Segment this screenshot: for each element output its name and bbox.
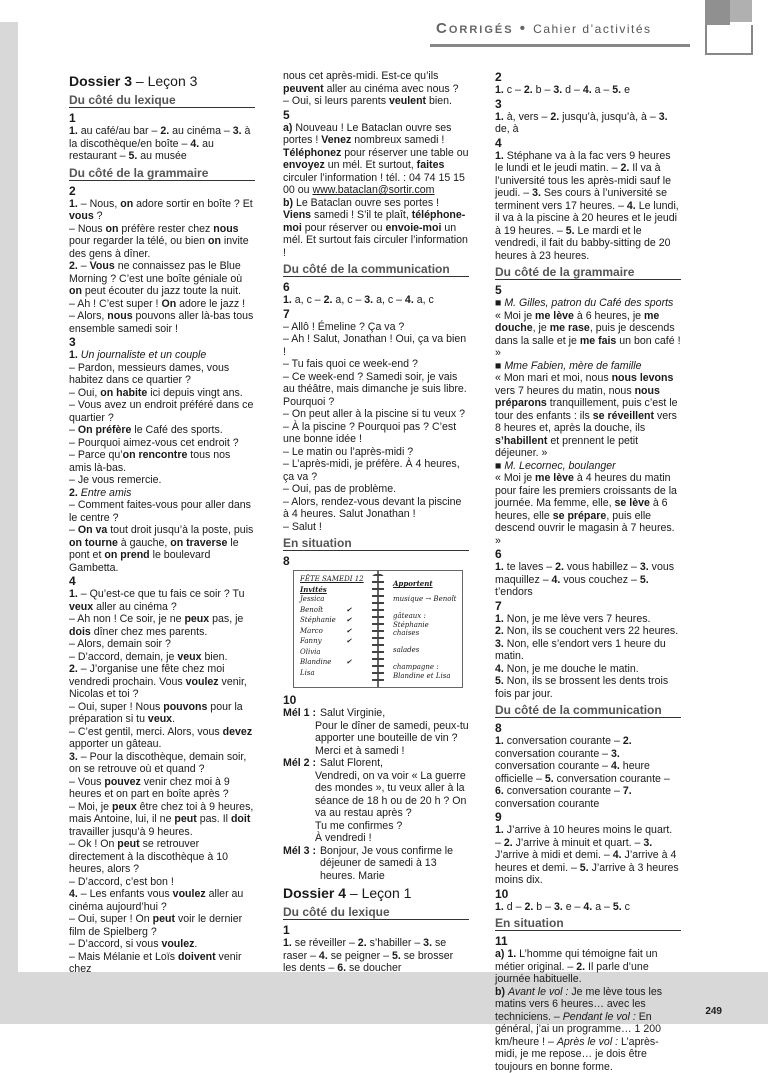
answer-text: 4. Non, je me douche le matin. <box>495 663 681 676</box>
email-first-line <box>283 845 469 883</box>
email-text: Pour le dîner de samedi, peux-tu apporter une bouteille de vin ? <box>283 720 469 745</box>
dossier-number: Dossier 4 <box>283 885 346 901</box>
section-heading: En situation <box>283 536 469 551</box>
bring-item: salades <box>393 646 461 655</box>
exercise-number: 7 <box>283 308 469 321</box>
answer-text: « Moi je me lève à 6 heures, je me douche, je me rase, puis je descends dans la salle et je me fais un bon café ! » <box>495 310 681 360</box>
answer-text: 2. Entre amis <box>69 487 255 500</box>
answer-text: – Oui, super ! On peut voir le dernier film de Spielberg ? <box>69 913 255 938</box>
exercise-number: 4 <box>495 137 681 150</box>
exercise-number: 5 <box>495 284 681 297</box>
guest-name: Jessica <box>300 595 324 604</box>
guest-name: Stéphanie <box>300 616 336 625</box>
answer-text: – Alors, demain soir ? <box>69 638 255 651</box>
email-text: Vendredi, on va voir « La guerre des mondes », tu veux aller à la séance de 18 h ou de 20 h ? On va au restau après ? <box>283 770 469 820</box>
answer-text: – Allô ! Émeline ? Ça va ? <box>283 321 469 334</box>
notebook-title: FÊTE SAMEDI 12 <box>300 575 364 584</box>
answer-text: – Alors, rendez-vous devant la piscine à 4 heures. Salut Jonathan ! <box>283 496 469 521</box>
answer-text: 1. se réveiller – 2. s’habiller – 3. se raser – 4. se peigner – 5. se brosser les dents – 6. se doucher <box>283 937 469 975</box>
answer-text: – Oui, super ! Nous pouvons pour la préparation si tu veux. <box>69 701 255 726</box>
answer-text: – Vous avez un endroit préféré dans ce quartier ? <box>69 399 255 424</box>
email-first-line <box>283 757 469 770</box>
exercise-number: 8 <box>283 555 469 568</box>
answer-text: 5. Non, ils se brossent les dents trois fois par jour. <box>495 675 681 700</box>
answer-text: – Oui, si leurs parents veulent bien. <box>283 95 469 108</box>
answer-text: – Vous pouvez venir chez moi à 9 heures et on part en boîte après ? <box>69 776 255 801</box>
email-text: Merci et à samedi ! <box>283 745 469 758</box>
answer-text: – À la piscine ? Pourquoi pas ? C’est une bonne idée ! <box>283 421 469 446</box>
answer-text: – Ah non ! Ce soir, je ne peux pas, je dois dîner chez mes parents. <box>69 613 255 638</box>
guests-heading: Invités <box>300 585 327 594</box>
answer-text: 1. Un journaliste et un couple <box>69 349 255 362</box>
notebook-page-right <box>378 570 463 688</box>
answer-text: – Comment faites-vous pour aller dans le centre ? <box>69 499 255 524</box>
column-left <box>69 70 255 976</box>
answer-text: – On préfère le Café des sports. <box>69 424 255 437</box>
answer-text: 1. au café/au bar – 2. au cinéma – 3. à la discothèque/en boîte – 4. au restaurant – 5. au musée <box>69 125 255 163</box>
email-text: Tu me confirmes ? <box>283 820 469 833</box>
email-answer <box>283 757 469 845</box>
answer-text: 1. Non, je me lève vers 7 heures. <box>495 613 681 626</box>
answer-text: b) Le Bataclan ouvre ses portes ! Viens samedi ! S’il te plaît, téléphone-moi pour réserver ou envoie-moi un mél. Et surtout fais circuler l’information ! <box>283 197 469 260</box>
section-heading: En situation <box>495 916 681 931</box>
answer-text: 1. conversation courante – 2. conversation courante – 3. conversation courante – 4. heure officielle – 5. conversation courante – 6. conversation courante – 7. conversation courante <box>495 735 681 810</box>
email-answer <box>283 845 469 883</box>
guest-check: ✔ <box>346 616 352 625</box>
section-heading: Du côté du lexique <box>69 93 255 108</box>
answer-text: ■ M. Gilles, patron du Café des sports <box>495 297 681 310</box>
answer-text: 1. J’arrive à 10 heures moins le quart. – 2. J’arrive à minuit et quart. – 3. J’arrive à midi et demi. – 4. J’arrive à 4 heures et demi. – 5. J’arrive à 3 heures moins dix. <box>495 824 681 887</box>
guest-check: ✔ <box>346 627 352 636</box>
exercise-number: 3 <box>495 98 681 111</box>
notebook-spiral <box>372 574 384 684</box>
email-first-line <box>283 707 469 720</box>
answer-text: 1. – Qu’est-ce que tu fais ce soir ? Tu veux aller au cinéma ? <box>69 588 255 613</box>
answer-text: ■ Mme Fabien, mère de famille <box>495 360 681 373</box>
side-band <box>0 22 18 972</box>
header-decor-square <box>730 0 752 22</box>
header-separator: • <box>514 20 534 37</box>
header-title-text: Corrigés <box>436 20 514 37</box>
header-decor-frame <box>705 25 753 55</box>
email-answer <box>283 707 469 757</box>
bring-item: chaises <box>393 629 461 638</box>
exercise-number: 2 <box>495 71 681 84</box>
answer-text: – Pardon, messieurs dames, vous habitez dans ce quartier ? <box>69 362 255 387</box>
page-header <box>0 0 768 50</box>
answer-text: a) 1. L’homme qui témoigne fait un métier original. – 2. Il parle d’une journée habituelle. <box>495 948 681 986</box>
bring-item: champagne : Blandine et Lisa <box>393 663 461 681</box>
answer-text: – D’accord, c’est bon ! <box>69 876 255 889</box>
email-text: À vendredi ! <box>283 832 469 845</box>
section-heading: Du côté de la grammaire <box>495 265 681 280</box>
bring-item: gâteaux : Stéphanie <box>393 612 461 630</box>
answer-text: – Salut ! <box>283 521 469 534</box>
guest-check: ✔ <box>346 658 352 667</box>
answer-text: – Ah ! Salut, Jonathan ! Oui, ça va bien ! <box>283 333 469 358</box>
exercise-number: 9 <box>495 811 681 824</box>
answer-text: 1. Stéphane va à la fac vers 9 heures le lundi et le jeudi matin. – 2. Il va à l’université tous les après-midi sauf le jeudi. – 3. Ses cours à l’université se terminent vers 17 heures. – 4. Le lundi, il va à la piscine à 20 heures et le jeudi à 19 heures. – 5. Le mardi et le vendredi, il fait du babby-sitting de 20 heures à 23 heures. <box>495 150 681 263</box>
header-subtitle: Cahier d’activités <box>533 22 651 36</box>
answer-text: 2. Non, ils se couchent vers 22 heures. <box>495 625 681 638</box>
email-label: Mél 1 : <box>283 707 316 720</box>
answer-text: nous cet après-midi. Est-ce qu’ils peuvent aller au cinéma avec nous ? <box>283 70 469 95</box>
answer-text: – Ce week-end ? Samedi soir, je vais au théâtre, mais dimanche je suis libre. Pourquoi ? <box>283 371 469 409</box>
guest-check: ✔ <box>346 637 352 646</box>
answer-text: – L’après-midi, je préfère. À 4 heures, ça va ? <box>283 458 469 483</box>
answer-text: – On va tout droit jusqu’à la poste, puis on tourne à gauche, on traverse le pont et on prend le boulevard Gambetta. <box>69 524 255 574</box>
exercise-number: 6 <box>495 548 681 561</box>
header-decor-square <box>705 0 730 25</box>
answer-text: – Oui, pas de problème. <box>283 483 469 496</box>
exercise-number: 10 <box>495 888 681 901</box>
answer-text: a) Nouveau ! Le Bataclan ouvre ses portes ! Venez nombreux samedi ! Téléphonez pour réserver une table ou envoyez un mél. Et surtout, faites circuler l’information ! tél. : 04 74 15 15 00 ou www.bataclan@sortir.com <box>283 122 469 197</box>
section-heading: Du côté de la communication <box>283 262 469 277</box>
email-label: Mél 2 : <box>283 757 316 770</box>
answer-text: – Mais Mélanie et Loïs doivent venir chez <box>69 951 255 976</box>
answer-text: – Moi, je peux être chez toi à 9 heures, mais Antoine, lui, il ne peut pas. Il doit travailler jusqu’à 9 heures. <box>69 801 255 839</box>
email-text: Salut Florent, <box>320 757 383 770</box>
answer-text: 3. – Pour la discothèque, demain soir, on se retrouve où et quand ? <box>69 751 255 776</box>
header-title <box>436 20 652 37</box>
bring-item: musique → Benoît <box>393 595 461 604</box>
guest-name: Fanny <box>300 637 322 646</box>
answer-text: – Parce qu’on rencontre tous nos amis là-bas. <box>69 449 255 474</box>
answer-text: 4. – Les enfants vous voulez aller au cinéma aujourd’hui ? <box>69 888 255 913</box>
section-heading: Du côté du lexique <box>283 905 469 920</box>
guest-name: Olivia <box>300 648 321 657</box>
header-rule <box>430 44 690 47</box>
exercise-number: 5 <box>283 109 469 122</box>
exercise-number: 8 <box>495 722 681 735</box>
answer-text: – D’accord, si vous voulez. <box>69 938 255 951</box>
exercise-number: 1 <box>69 112 255 125</box>
answer-text: – Tu fais quoi ce week-end ? <box>283 358 469 371</box>
answer-text: 1. à, vers – 2. jusqu’à, jusqu’à, à – 3. de, à <box>495 111 681 136</box>
exercise-number: 10 <box>283 694 469 707</box>
answer-text: – Nous on préfère rester chez nous pour regarder la télé, ou bien on invite des gens à dîner. <box>69 223 255 261</box>
notebook-page-left <box>293 570 378 688</box>
answer-text: 1. d – 2. b – 3. e – 4. a – 5. c <box>495 901 681 914</box>
lesson-number: – Leçon 3 <box>132 73 197 89</box>
answer-text: 1. c – 2. b – 3. d – 4. a – 5. e <box>495 84 681 97</box>
guest-check: ✔ <box>346 606 352 615</box>
answer-text: – Je vous remercie. <box>69 474 255 487</box>
answer-text: 2. – Vous ne connaissez pas le Blue Morning ? C’est une boîte géniale où on peut écouter du jazz toute la nuit. <box>69 260 255 298</box>
guest-name: Benoît <box>300 606 323 615</box>
guest-name: Blandine <box>300 658 331 667</box>
answer-text: « Mon mari et moi, nous nous levons vers 7 heures du matin, nous nous préparons tranquillement, puis c’est le tour des enfants : ils se réveillent vers 8 heures et, après la douche, ils s’habillent et prennent le petit déjeuner. » <box>495 372 681 460</box>
section-heading: Du côté de la grammaire <box>69 166 255 181</box>
answer-text: – Le matin ou l’après-midi ? <box>283 446 469 459</box>
answer-text: – Oui, on habite ici depuis vingt ans. <box>69 387 255 400</box>
answer-text: b) Avant le vol : Je me lève tous les matins vers 6 heures… avec les techniciens. – Pendant le vol : En général, j’ai un programme… 1 200 km/heure ! – Après le vol : L’après-midi, je me repose… je dois être toujours en bonne forme. <box>495 986 681 1073</box>
guest-name: Lisa <box>300 669 315 678</box>
guest-name: Marco <box>300 627 323 636</box>
answer-text: ■ M. Lecornec, boulanger <box>495 460 681 473</box>
answer-text: – D’accord, demain, je veux bien. <box>69 651 255 664</box>
answer-text: – Ok ! On peut se retrouver directement à la discothèque à 10 heures, alors ? <box>69 838 255 876</box>
answer-text: – On peut aller à la piscine si tu veux ? <box>283 408 469 421</box>
exercise-number: 6 <box>283 281 469 294</box>
answer-text: « Moi je me lève à 4 heures du matin pour faire les premiers croissants de la journée. Ma femme, elle, se lève à 6 heures, elle se prépare, puis elle descend ouvrir le magasin à 7 heures. » <box>495 472 681 547</box>
exercise-number: 3 <box>69 336 255 349</box>
column-middle <box>283 70 469 975</box>
exercise-number: 11 <box>495 935 681 948</box>
dossier-title <box>69 72 255 90</box>
page-number: 249 <box>705 1006 722 1017</box>
answer-text: 1. te laves – 2. vous habillez – 3. vous maquillez – 4. vous couchez – 5. t’endors <box>495 561 681 599</box>
answer-text: 3. Non, elle s’endort vers 1 heure du matin. <box>495 638 681 663</box>
answer-text: – Alors, nous pouvons aller là-bas tous ensemble samedi soir ! <box>69 310 255 335</box>
exercise-number: 2 <box>69 185 255 198</box>
exercise-number: 4 <box>69 575 255 588</box>
answer-text: 2. – J’organise une fête chez moi vendredi prochain. Vous voulez venir, Nicolas et toi ? <box>69 663 255 701</box>
answer-text: 1. – Nous, on adore sortir en boîte ? Et vous ? <box>69 198 255 223</box>
answer-text: – Ah ! C’est super ! On adore le jazz ! <box>69 298 255 311</box>
exercise-number: 7 <box>495 600 681 613</box>
dossier-title <box>283 884 469 902</box>
lesson-number: – Leçon 1 <box>346 885 411 901</box>
dossier-number: Dossier 3 <box>69 73 132 89</box>
exercise-number: 1 <box>283 924 469 937</box>
bring-heading: Apportent <box>393 579 433 588</box>
answer-text: – C’est gentil, merci. Alors, vous devez apporter un gâteau. <box>69 726 255 751</box>
situation-notebook <box>283 570 469 688</box>
answer-text: 1. a, c – 2. a, c – 3. a, c – 4. a, c <box>283 294 469 307</box>
email-text: Bonjour, Je vous confirme le déjeuner de samedi à 13 heures. Marie <box>320 845 469 883</box>
section-heading: Du côté de la communication <box>495 703 681 718</box>
answer-text: – Pourquoi aimez-vous cet endroit ? <box>69 437 255 450</box>
email-text: Salut Virginie, <box>320 707 385 720</box>
email-label: Mél 3 : <box>283 845 316 883</box>
column-right <box>495 70 681 1073</box>
